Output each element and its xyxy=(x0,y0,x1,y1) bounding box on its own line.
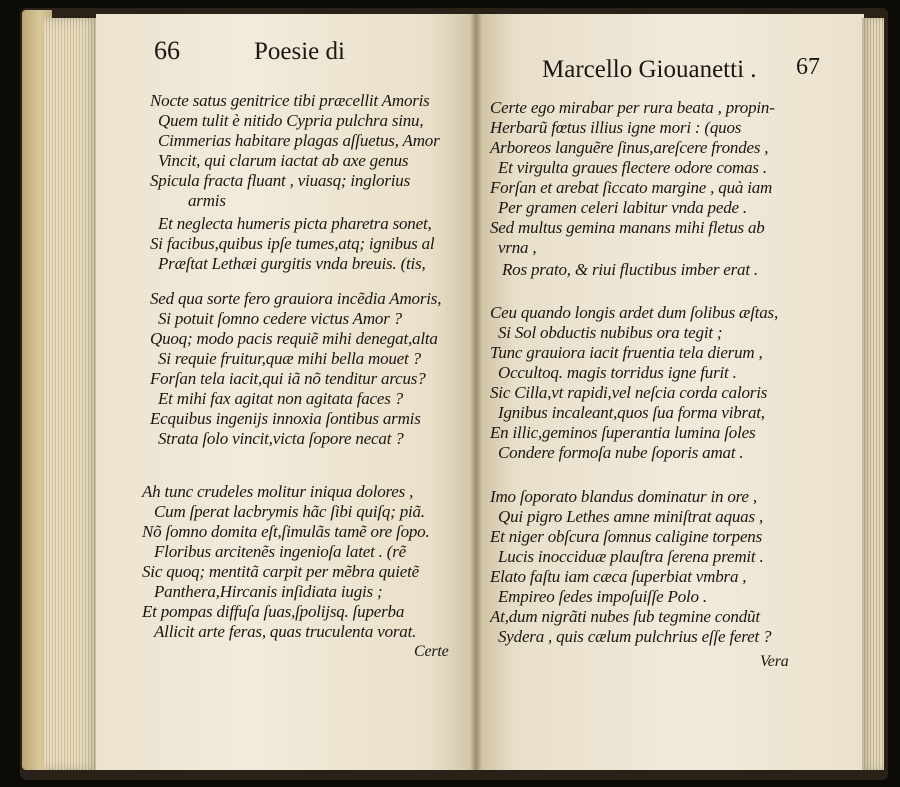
left-verse-line: Floribus arcitenẽs ingenioſa latet . (rẽ xyxy=(154,542,406,561)
right-verse-line: Condere formoſa nube ſoporis amat . xyxy=(498,443,744,462)
right-verse-line: Lucis inocciduæ plauſtra ſerena premit . xyxy=(498,547,764,566)
left-verse-line: Forſan tela iacit,qui iã nõ tenditur arcus? xyxy=(150,369,426,388)
left-running-head: Poesie di xyxy=(254,38,345,65)
right-page-number: 67 xyxy=(796,54,820,80)
right-verse-line: Per gramen celeri labitur vnda pede . xyxy=(498,198,747,217)
left-verse-line: Panthera,Hircanis inſidiata iugis ; xyxy=(154,582,383,601)
left-verse-line: Si potuit ſomno cedere victus Amor ? xyxy=(158,309,402,328)
right-verse-line: Qui pigro Lethes amne miniſtrat aquas , xyxy=(498,507,763,526)
right-verse-line: Occultoq. magis torridus igne furit . xyxy=(498,363,737,382)
left-page xyxy=(96,14,476,770)
page-edges-left xyxy=(44,18,100,770)
left-verse-line: Strata ſolo vincit,victa ſopore necat ? xyxy=(158,429,404,448)
left-verse-line: Ah tunc crudeles molitur iniqua dolores , xyxy=(142,482,414,501)
right-verse-line: Sydera , quis cælum pulchrius eſſe feret ? xyxy=(498,627,772,646)
left-verse-line: Si requie fruitur,quæ mihi bella mouet ? xyxy=(158,349,421,368)
right-verse-line: Ceu quando longis ardet dum ſolibus æſtas, xyxy=(490,303,779,322)
left-verse-line: Si facibus,quibus ipſe tumes,atq; ignibus al xyxy=(150,234,435,253)
right-verse-line: Sic Cilla,vt rapidi,vel neſcia corda caloris xyxy=(490,383,768,402)
left-verse-line: Sic quoq; mentitã carpit per mẽbra quietẽ xyxy=(142,562,419,581)
left-verse-line: armis xyxy=(188,191,226,210)
right-verse-line: At,dum nigrãti nubes ſub tegmine condũt xyxy=(490,607,760,626)
right-verse-line: Et niger obſcura ſomnus caligine torpens xyxy=(490,527,763,546)
left-verse-line: Et pompas diffuſa ſuas,ſpolijsq. ſuperba xyxy=(142,602,405,621)
right-verse-line: Tunc grauiora iacit fruentia tela dierum , xyxy=(490,343,763,362)
left-verse-line: Et neglecta humeris picta pharetra sonet, xyxy=(158,214,432,233)
left-catchword: Certe xyxy=(414,643,449,660)
left-verse-line: Vincit, qui clarum iactat ab axe genus xyxy=(158,151,409,170)
right-verse-line: Forſan et arebat ſiccato margine , quà iam xyxy=(490,178,773,197)
right-verse-line: Ignibus incaleant,quos ſua forma vibrat, xyxy=(498,403,765,422)
right-catchword: Vera xyxy=(760,653,789,670)
right-verse-line: Arboreos languẽre ſinus,areſcere frondes , xyxy=(490,138,769,157)
left-verse-line: Nõ ſomno domita eſt,ſimulãs tamẽ ore ſopo. xyxy=(142,522,430,541)
right-verse-line: En illic,geminos ſuperantia lumina ſoles xyxy=(490,423,756,442)
right-verse-line: Et virgulta graues flectere odore comas . xyxy=(498,158,767,177)
left-verse-line: Allicit arte feras, quas truculenta vorat. xyxy=(154,622,417,641)
right-verse-line: Herbarũ fœtus illius igne mori : (quos xyxy=(490,118,742,137)
right-page xyxy=(476,14,864,770)
left-verse-line: Nocte satus genitrice tibi præcellit Amoris xyxy=(150,91,430,110)
left-verse-line: Quoq; modo pacis requiẽ mihi denegat,alta xyxy=(150,329,438,348)
right-running-head: Marcello Giouanetti . xyxy=(542,56,757,83)
left-verse-line: Ecquibus ingenijs innoxia ſontibus armis xyxy=(150,409,421,428)
right-verse-line: Imo ſoporato blandus dominatur in ore , xyxy=(490,487,757,506)
left-verse-line: Cimmerias habitare plagas aſſuetus, Amor xyxy=(158,131,440,150)
left-page-number: 66 xyxy=(154,36,180,65)
left-verse-line: Cum ſperat lacbrymis hãc ſibi quiſq; piã. xyxy=(154,502,425,521)
right-verse-line: Ros prato, & riui fluctibus imber erat . xyxy=(502,260,758,279)
right-verse-line: Empireo ſedes impoſuiſſe Polo . xyxy=(498,587,707,606)
left-verse-line: Spicula fracta fluant , viuasq; inglorius xyxy=(150,171,411,190)
right-verse-line: Si Sol obductis nubibus ora tegit ; xyxy=(498,323,723,342)
left-verse-line: Et mihi fax agitat non agitata faces ? xyxy=(158,389,404,408)
right-verse-line: Sed multus gemina manans mihi fletus ab xyxy=(490,218,765,237)
book-gutter xyxy=(470,14,482,770)
right-verse-line: vrna , xyxy=(498,238,537,257)
left-verse-line: Sed qua sorte fero grauiora incẽdia Amoris, xyxy=(150,289,442,308)
right-verse-line: Certe ego mirabar per rura beata , propin- xyxy=(490,98,775,117)
right-verse-line: Elato faſtu iam cæca ſuperbiat vmbra , xyxy=(490,567,747,586)
page-edges-right xyxy=(862,18,884,770)
left-verse-line: Quem tulit è nitido Cypria pulchra sinu, xyxy=(158,111,424,130)
left-verse-line: Præſtat Lethæi gurgitis vnda breuis. (tis, xyxy=(158,254,426,273)
